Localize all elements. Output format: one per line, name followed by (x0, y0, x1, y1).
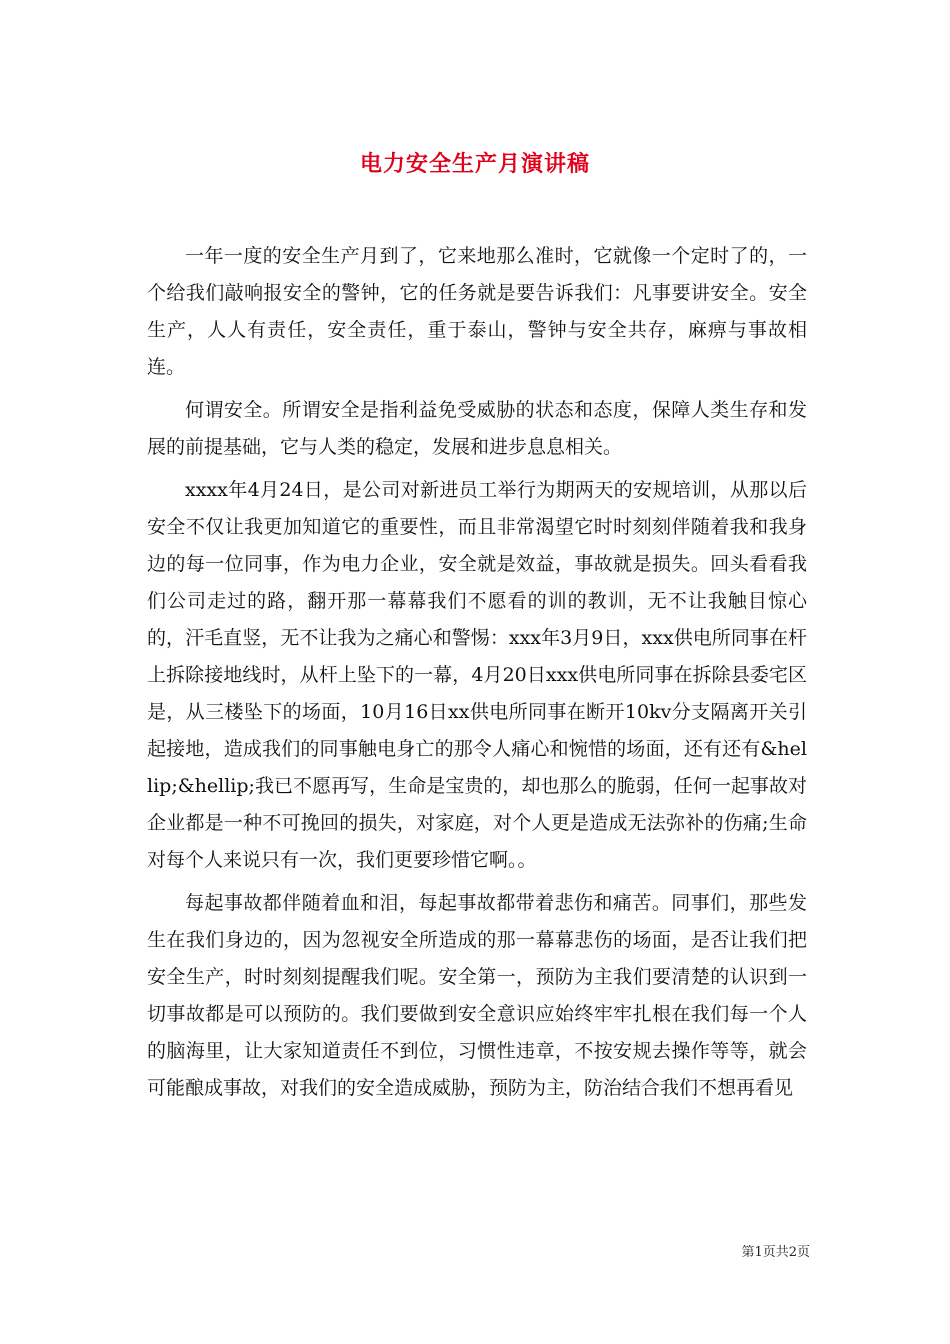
page-title: 电力安全生产月演讲稿 (359, 151, 590, 177)
paragraph-3: xxxx年4月24日，是公司对新进员工举行为期两天的安规培训，从那以后安全不仅让我更加知道它的重要性，而且非常渴望它时时刻刻伴随着我和我身边的每一位同事，作为电力企业，安全就是效益，事故就是损失。回头看看我们公司走过的路，翻开那一幕幕我们不愿看的训的教训，无不让我触目惊心的，汗毛直竖，无不让我为之痛心和警惕：xxx年3月9日，xxx供电所同事在杆上拆除接地线时，从杆上坠下的一幕，4月20日xxx供电所同事在拆除县委宅区是，从三楼坠下的场面，10月16日xx供电所同事在断开10kv分支隔离开关引起接地，造成我们的同事触电身亡的那令人痛心和惋惜的场面，还有还有&hellip;&hellip;我已不愿再写，生命是宝贵的，却也那么的脆弱，任何一起事故对企业都是一种不可挽回的损失，对家庭，对个人更是造成无法弥补的伤痛;生命对每个人来说只有一次，我们更要珍惜它啊。。 (147, 479, 807, 871)
paragraph-1: 一年一度的安全生产月到了，它来地那么准时，它就像一个定时了的，一个给我们敲响报安全的警钟，它的任务就是要告诉我们：凡事要讲安全。安全生产，人人有责任，安全责任，重于泰山，警钟与安全共存，麻痹与事故相连。 (147, 245, 807, 378)
paragraph-2: 何谓安全。所谓安全是指利益免受威胁的状态和态度，保障人类生存和发展的前提基础，它与人类的稳定，发展和进步息息相关。 (147, 399, 807, 458)
page-number: 第1页共2页 (741, 1245, 810, 1260)
paragraph-4: 每起事故都伴随着血和泪，每起事故都带着悲伤和痛苦。同事们，那些发生在我们身边的，因为忽视安全所造成的那一幕幕悲伤的场面，是否让我们把安全生产，时时刻刻提醒我们呢。安全第一，预防为主我们要清楚的认识到一切事故都是可以预防的。我们要做到安全意识应始终牢牢扎根在我们每一个人的脑海里，让大家知道责任不到位，习惯性违章，不按安规去操作等等，就会可能酿成事故，对我们的安全造成威胁，预防为主，防治结合我们不想再看见 (147, 892, 807, 1099)
document-body (147, 238, 807, 1107)
